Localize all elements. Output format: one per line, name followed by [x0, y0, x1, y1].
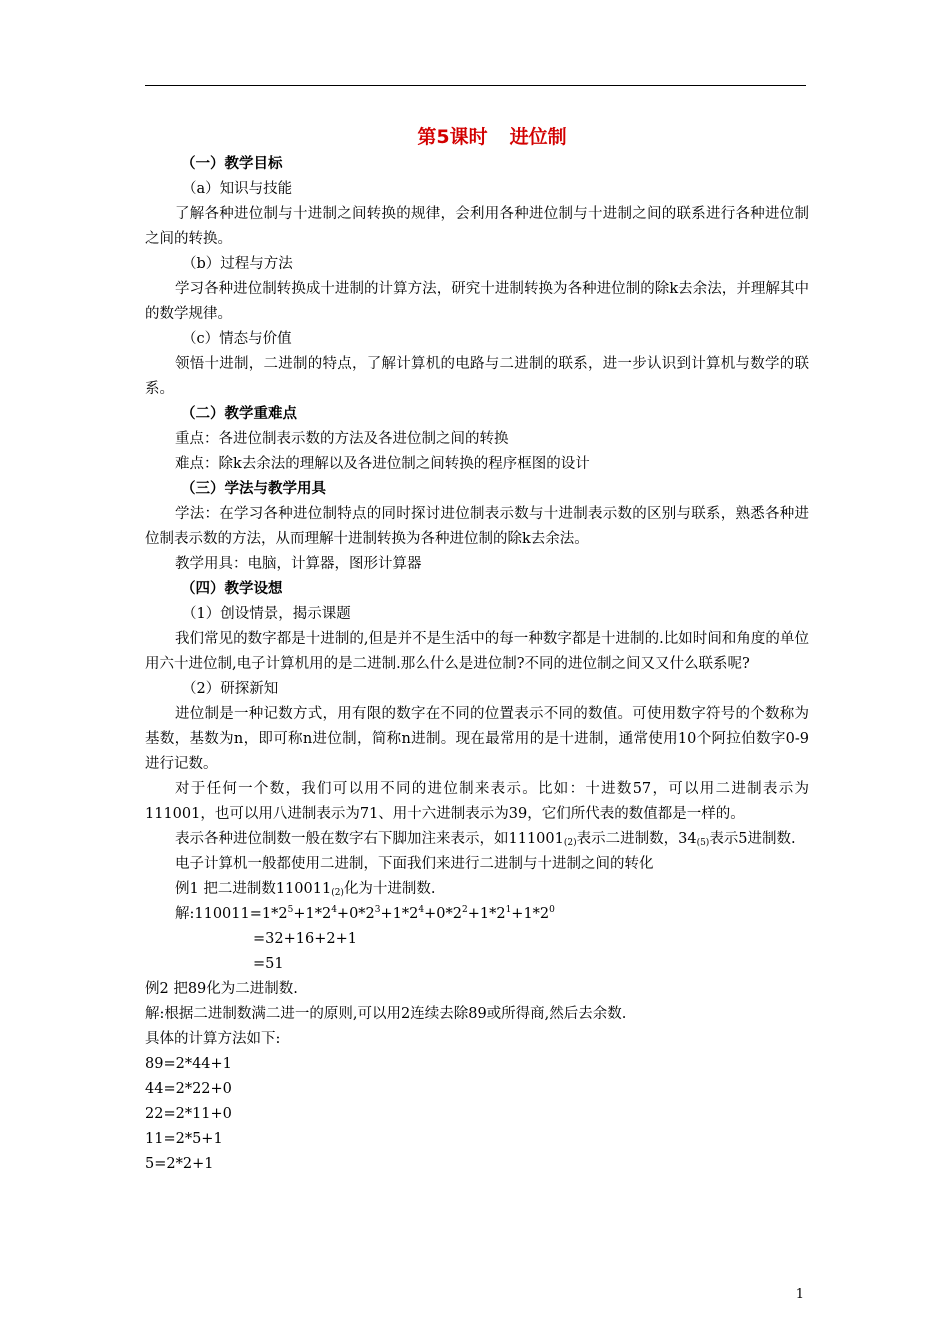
- division-step: 89=2*44+1: [145, 1056, 232, 1072]
- tools-line: 教学用具：电脑，计算器，图形计算器: [175, 556, 422, 572]
- section-heading-key-points: （二）教学重难点: [181, 406, 297, 422]
- division-step: 22=2*11+0: [145, 1106, 232, 1122]
- section-heading-methods: （三）学法与教学用具: [181, 481, 326, 497]
- title-part: 第: [417, 126, 437, 148]
- subsection-label: （b）过程与方法: [182, 256, 293, 272]
- paragraph: 我们常见的数字都是十进制的,但是并不是生活中的每一种数字都是十进制的.比如时间和角度的单位用六十进位制,电子计算机用的是二进制.那么什么是进位制?不同的进位制之间又又什么联系呢?: [145, 631, 809, 672]
- section-heading-objectives: （一）教学目标: [181, 156, 283, 172]
- page-number: 1: [795, 1287, 804, 1302]
- paragraph: 学习各种进位制转换成十进制的计算方法，研究十进制转换为各种进位制的除k去余法，并理解其中的数学规律。: [145, 281, 809, 322]
- difficulty-line: 难点：除k去余法的理解以及各进位制之间转换的程序框图的设计: [175, 456, 590, 472]
- division-step: 44=2*22+0: [145, 1081, 232, 1097]
- solution-1-line-2: =32+16+2+1: [253, 931, 357, 947]
- subsection-label: （2）研探新知: [182, 681, 279, 697]
- title-number: 5: [436, 126, 450, 148]
- example-2: 例2 把89化为二进制数.: [145, 981, 298, 997]
- text-run: 例1 把二进制数110011: [175, 881, 332, 897]
- base-subscript: (2): [563, 838, 577, 848]
- method-intro: 具体的计算方法如下:: [145, 1031, 281, 1047]
- header-rule: [145, 85, 806, 86]
- text-run: 表示二进制数，34: [576, 831, 697, 847]
- base-subscript: (2): [331, 888, 344, 898]
- solution-1-line-3: =51: [253, 956, 284, 972]
- key-point-line: 重点：各进位制表示数的方法及各进位制之间的转换: [175, 431, 509, 447]
- subsection-label: （c）情态与价值: [182, 331, 292, 347]
- paragraph: 学法：在学习各种进位制特点的同时探讨进位制表示数与十进制表示数的区别与联系，熟悉各种进位制表示数的方法，从而理解十进制转换为各种进位制的除k去余法。: [145, 506, 809, 547]
- subsection-label: （a）知识与技能: [182, 181, 293, 197]
- document-body: [145, 122, 809, 1177]
- example-1: [145, 877, 809, 902]
- page-title: [175, 122, 809, 152]
- paragraph: 了解各种进位制与十进制之间转换的规律，会利用各种进位制与十进制之间的联系进行各种进位制之间的转换。: [145, 206, 809, 247]
- paragraph: 电子计算机一般都使用二进制，下面我们来进行二进制与十进制之间的转化: [175, 856, 654, 872]
- section-heading-design: （四）教学设想: [181, 581, 283, 597]
- solution-1-line-1: 解$:110011=1*2^5+1*2^4+0*2^3+1*2^4+0*2^2+1*2^1+1*2^0$: [175, 905, 555, 922]
- text-run: 表示5进制数.: [709, 831, 796, 847]
- paragraph: 进位制是一种记数方式，用有限的数字在不同的位置表示不同的数值。可使用数字符号的个数称为基数，基数为n，即可称n进位制，简称n进制。现在最常用的是十进制，通常使用10个阿拉伯数字0-9进行记数。: [145, 706, 809, 772]
- division-step: 11=2*5+1: [145, 1131, 223, 1147]
- text-run: 化为十进制数.: [343, 881, 436, 897]
- text-run: 表示各种进位制数一般在数字右下脚加注来表示，如111001: [175, 831, 564, 847]
- division-step: 5=2*2+1: [145, 1156, 214, 1172]
- paragraph: [145, 827, 809, 852]
- base-subscript: (5): [696, 838, 710, 848]
- paragraph: 领悟十进制，二进制的特点，了解计算机的电路与二进制的联系，进一步认识到计算机与数学的联系。: [145, 356, 809, 397]
- paragraph: 对于任何一个数，我们可以用不同的进位制来表示。比如：十进数57，可以用二进制表示为111001，也可以用八进制表示为71、用十六进制表示为39，它们所代表的数值都是一样的。: [145, 781, 809, 822]
- subsection-label: （1）创设情景，揭示课题: [182, 606, 351, 622]
- title-part: 课时: [449, 126, 488, 148]
- title-topic: 进位制: [509, 126, 567, 148]
- solution-2: 解:根据二进制数满二进一的原则,可以用2连续去除89或所得商,然后去余数.: [145, 1006, 627, 1022]
